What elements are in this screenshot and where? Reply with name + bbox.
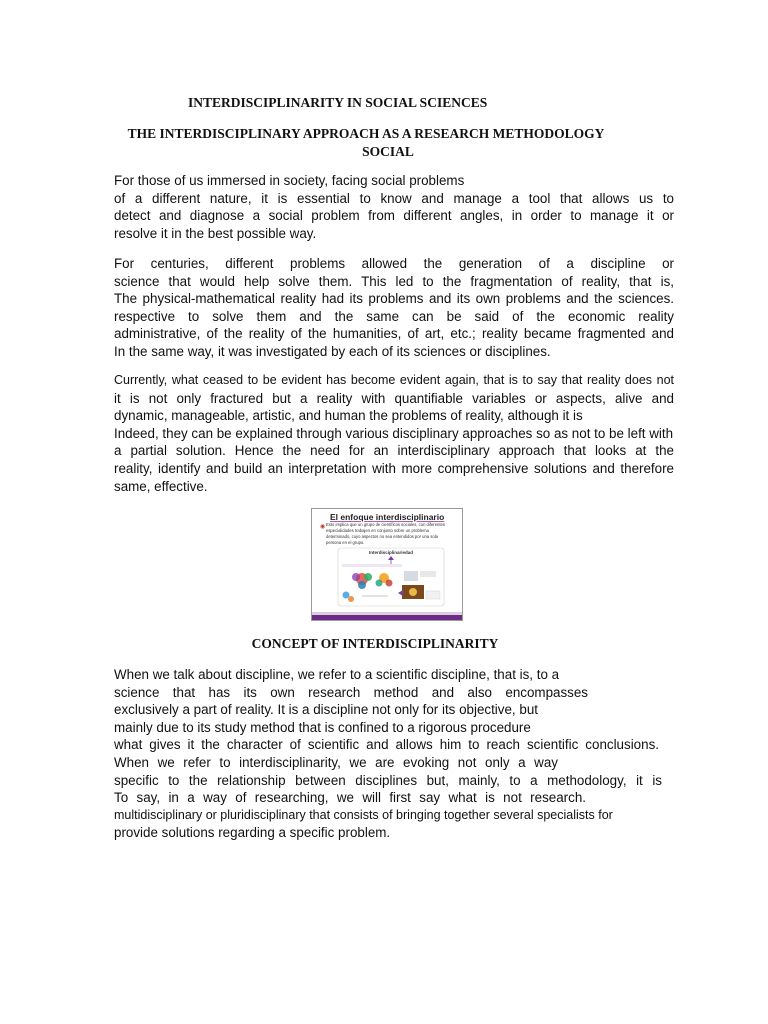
current-reality-paragraph	[114, 372, 674, 495]
fragmentation-paragraph	[114, 255, 674, 361]
slide-text: Esto implica que un grupo de científicos sociales, con diferentes especialidades trabajen en conjunto sobre un problema determinado, cuyo aspectos no sea entendidos por una sola persona en el grupo.	[326, 522, 445, 545]
concept-paragraph	[114, 666, 674, 842]
paragraph-line: exclusively a part of reality. It is a discipline not only for its objective, but	[114, 702, 538, 718]
paragraph-line: To say, in a way of researching, we will first say what is not research.	[114, 790, 586, 806]
paragraph-line: same, effective.	[114, 478, 208, 494]
paragraph-line: administrative, of the reality of the humanities, of art, etc.; reality became fragmented and	[114, 326, 674, 342]
paragraph-line: dynamic, manageable, artistic, and human the problems of reality, although it is	[114, 408, 583, 424]
slide-title: El enfoque interdisciplinario	[330, 512, 445, 522]
paragraph-line: For those of us immersed in society, facing social problems	[114, 173, 465, 188]
paragraph-line: The physical-mathematical reality had its problems and its own problems and the sciences.	[114, 291, 674, 307]
paragraph-line: Currently, what ceased to be evident has become evident again, that is to say that reality does not	[114, 373, 674, 387]
paragraph-line: In the same way, it was investigated by each of its sciences or disciplines.	[114, 343, 551, 359]
paragraph-line: For centuries, different problems allowed the generation of a discipline or	[114, 256, 674, 271]
diagram-label: Interdisciplinariedad	[368, 550, 414, 555]
paragraph-line: it is not only fractured but a reality with quantifiable variables or aspects, alive and	[114, 390, 674, 406]
paragraph-line: provide solutions regarding a specific problem.	[114, 825, 391, 841]
slide-bottom-bar	[312, 615, 462, 620]
document-subtitle-line-1: THE INTERDISCIPLINARY APPROACH AS A RESEARCH METHODOLOGY	[127, 126, 605, 141]
paragraph-line: mainly due to its study method that is confined to a rigorous procedure	[114, 719, 531, 735]
paragraph-line: resolve it in the best possible way.	[114, 225, 317, 241]
paragraph-line: what gives it the character of scientific and allows him to reach scientific conclusions.	[114, 737, 659, 753]
paragraph-line: detect and diagnose a social problem from different angles, in order to manage it or	[114, 208, 674, 224]
paragraph-line: reality, identify and build an interpretation with more comprehensive solutions and therefore	[114, 460, 674, 476]
paragraph-line: respective to solve them and the same can be said of the economic reality	[114, 308, 674, 324]
intro-paragraph	[114, 172, 674, 242]
paragraph-line: When we refer to interdisciplinarity, we are evoking not only a way	[114, 754, 558, 770]
interdisciplinarity-diagram	[332, 547, 450, 609]
paragraph-line: a partial solution. Hence the need for an interdisciplinary approach that looks at the	[114, 443, 674, 459]
document-subtitle-line-2: SOCIAL	[362, 144, 414, 159]
paragraph-line: science that would help solve them. This led to the fragmentation of reality, that is,	[114, 273, 674, 289]
section-heading: CONCEPT OF INTERDISCIPLINARITY	[251, 636, 499, 651]
paragraph-line: Indeed, they can be explained through various disciplinary approaches so as not to be left with	[114, 425, 674, 441]
bullet-icon: ◉	[320, 524, 326, 530]
paragraph-line: When we talk about discipline, we refer to a scientific discipline, that is, to a	[114, 667, 560, 682]
paragraph-line: multidisciplinary or pluridisciplinary that consists of bringing together several specialists for	[114, 807, 613, 822]
paragraph-line: of a different nature, it is essential to know and manage a tool that allows us to	[114, 190, 674, 206]
interdisciplinary-slide-image	[311, 508, 463, 621]
document-title: INTERDISCIPLINARITY IN SOCIAL SCIENCES	[188, 95, 488, 110]
paragraph-line: science that has its own research method and also encompasses	[114, 684, 588, 700]
paragraph-line: specific to the relationship between disciplines but, mainly, to a methodology, it is	[114, 772, 662, 788]
